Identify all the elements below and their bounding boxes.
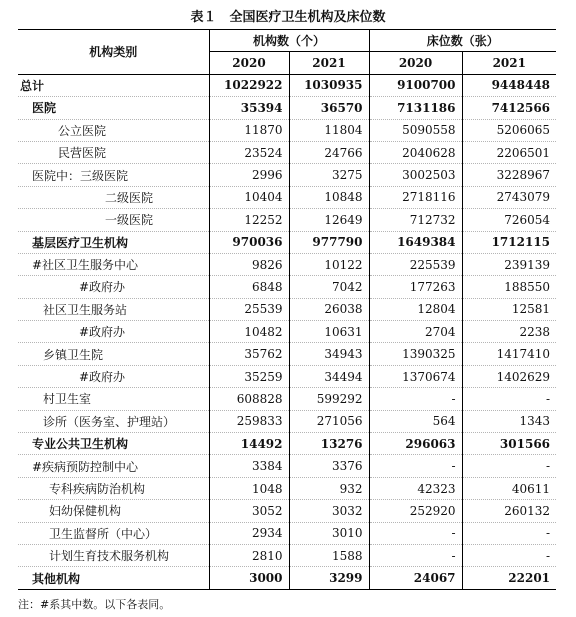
data-table bbox=[18, 29, 556, 590]
table-cell: 12649 bbox=[289, 209, 369, 231]
row-label: 卫生监督所（中心） bbox=[18, 522, 209, 544]
table-cell: 1649384 bbox=[369, 231, 462, 253]
header-year-2021: 2021 bbox=[289, 52, 369, 74]
table-cell: 1370674 bbox=[369, 365, 462, 387]
table-cell: 1402629 bbox=[462, 365, 556, 387]
table-cell: 14492 bbox=[209, 433, 289, 455]
table-cell: 7042 bbox=[289, 276, 369, 298]
table-row bbox=[18, 500, 556, 522]
table-cell: 239139 bbox=[462, 253, 556, 275]
table-row bbox=[18, 253, 556, 275]
row-label: 其他机构 bbox=[18, 567, 209, 589]
table-cell: - bbox=[369, 522, 462, 544]
table-cell: 22201 bbox=[462, 567, 556, 589]
table-row bbox=[18, 455, 556, 477]
table-cell: 7131186 bbox=[369, 97, 462, 119]
table-cell: 271056 bbox=[289, 410, 369, 432]
table-cell: 5090558 bbox=[369, 119, 462, 141]
table-cell: 26038 bbox=[289, 298, 369, 320]
table-cell: 34943 bbox=[289, 343, 369, 365]
table-cell: 188550 bbox=[462, 276, 556, 298]
table-cell: 5206065 bbox=[462, 119, 556, 141]
table-cell: 1030935 bbox=[289, 74, 369, 96]
table-cell: 6848 bbox=[209, 276, 289, 298]
table-cell: 2040628 bbox=[369, 141, 462, 163]
table-cell: 2704 bbox=[369, 321, 462, 343]
table-cell: 35394 bbox=[209, 97, 289, 119]
row-label: 一级医院 bbox=[18, 209, 209, 231]
row-label: #疾病预防控制中心 bbox=[18, 455, 209, 477]
table-cell: 25539 bbox=[209, 298, 289, 320]
table-cell: 12252 bbox=[209, 209, 289, 231]
table-cell: 3275 bbox=[289, 164, 369, 186]
table-cell: 9100700 bbox=[369, 74, 462, 96]
table-cell: 24067 bbox=[369, 567, 462, 589]
table-cell: 2934 bbox=[209, 522, 289, 544]
row-label: 公立医院 bbox=[18, 119, 209, 141]
row-label: #政府办 bbox=[18, 365, 209, 387]
table-cell: 1022922 bbox=[209, 74, 289, 96]
row-label: 诊所（医务室、护理站） bbox=[18, 410, 209, 432]
table-cell: 260132 bbox=[462, 500, 556, 522]
table-cell: 35259 bbox=[209, 365, 289, 387]
table-header bbox=[18, 30, 556, 75]
table-cell: 712732 bbox=[369, 209, 462, 231]
table-row bbox=[18, 141, 556, 163]
row-label: 村卫生室 bbox=[18, 388, 209, 410]
table-cell: 10404 bbox=[209, 186, 289, 208]
table-row bbox=[18, 433, 556, 455]
table-title: 表１ 全国医疗卫生机构及床位数 bbox=[190, 10, 386, 25]
row-label: 妇幼保健机构 bbox=[18, 500, 209, 522]
table-cell: 3002503 bbox=[369, 164, 462, 186]
table-row bbox=[18, 343, 556, 365]
table-cell: 301566 bbox=[462, 433, 556, 455]
table-cell: 34494 bbox=[289, 365, 369, 387]
table-row bbox=[18, 388, 556, 410]
table-cell: 608828 bbox=[209, 388, 289, 410]
table-cell: 12581 bbox=[462, 298, 556, 320]
table-row bbox=[18, 410, 556, 432]
table-row bbox=[18, 567, 556, 589]
table-cell: 9826 bbox=[209, 253, 289, 275]
table-cell: 1712115 bbox=[462, 231, 556, 253]
table-cell: 10631 bbox=[289, 321, 369, 343]
table-cell: - bbox=[462, 544, 556, 566]
table-row bbox=[18, 365, 556, 387]
table-cell: 3000 bbox=[209, 567, 289, 589]
row-label: 计划生育技术服务机构 bbox=[18, 544, 209, 566]
table-row bbox=[18, 298, 556, 320]
table-cell: 24766 bbox=[289, 141, 369, 163]
table-cell: 2238 bbox=[462, 321, 556, 343]
row-label: 二级医院 bbox=[18, 186, 209, 208]
table-cell: - bbox=[369, 544, 462, 566]
table-cell: 35762 bbox=[209, 343, 289, 365]
table-cell: 3384 bbox=[209, 455, 289, 477]
row-label: 医院 bbox=[18, 97, 209, 119]
table-cell: - bbox=[462, 522, 556, 544]
row-label: 社区卫生服务站 bbox=[18, 298, 209, 320]
row-label: #政府办 bbox=[18, 321, 209, 343]
table-cell: 259833 bbox=[209, 410, 289, 432]
table-cell: 12804 bbox=[369, 298, 462, 320]
table-row bbox=[18, 119, 556, 141]
table-cell: 9448448 bbox=[462, 74, 556, 96]
header-year-2020: 2020 bbox=[209, 52, 289, 74]
table-cell: 564 bbox=[369, 410, 462, 432]
table-cell: 3052 bbox=[209, 500, 289, 522]
table-cell: 2996 bbox=[209, 164, 289, 186]
table-cell: 1417410 bbox=[462, 343, 556, 365]
row-label: 医院中：三级医院 bbox=[18, 164, 209, 186]
header-institutions: 机构数（个） bbox=[209, 30, 369, 52]
table-cell: 3010 bbox=[289, 522, 369, 544]
table-cell: 1343 bbox=[462, 410, 556, 432]
table-cell: 10482 bbox=[209, 321, 289, 343]
header-category: 机构类别 bbox=[18, 30, 209, 75]
table-cell: 10848 bbox=[289, 186, 369, 208]
table-body bbox=[18, 74, 556, 589]
table-cell: 1390325 bbox=[369, 343, 462, 365]
row-label: 基层医疗卫生机构 bbox=[18, 231, 209, 253]
table-row bbox=[18, 74, 556, 96]
table-row bbox=[18, 321, 556, 343]
table-cell: 3228967 bbox=[462, 164, 556, 186]
table-cell: 11804 bbox=[289, 119, 369, 141]
row-label: #政府办 bbox=[18, 276, 209, 298]
table-row bbox=[18, 186, 556, 208]
table-cell: - bbox=[369, 388, 462, 410]
table-cell: 970036 bbox=[209, 231, 289, 253]
table-cell: 36570 bbox=[289, 97, 369, 119]
table-cell: 42323 bbox=[369, 477, 462, 499]
row-label: #社区卫生服务中心 bbox=[18, 253, 209, 275]
table-cell: 40611 bbox=[462, 477, 556, 499]
footnote: 注：#系其中数。以下各表同。 bbox=[18, 598, 171, 611]
table-row bbox=[18, 231, 556, 253]
table-cell: 599292 bbox=[289, 388, 369, 410]
row-label: 乡镇卫生院 bbox=[18, 343, 209, 365]
table-cell: 2810 bbox=[209, 544, 289, 566]
table-cell: 177263 bbox=[369, 276, 462, 298]
row-label: 总计 bbox=[18, 74, 209, 96]
table-cell: 932 bbox=[289, 477, 369, 499]
table-cell: 225539 bbox=[369, 253, 462, 275]
header-year-2020: 2020 bbox=[369, 52, 462, 74]
table-cell: 1048 bbox=[209, 477, 289, 499]
table-row bbox=[18, 544, 556, 566]
table-cell: 1588 bbox=[289, 544, 369, 566]
table-cell: 726054 bbox=[462, 209, 556, 231]
header-year-2021: 2021 bbox=[462, 52, 556, 74]
table-row bbox=[18, 276, 556, 298]
table-cell: 977790 bbox=[289, 231, 369, 253]
table-cell: 2206501 bbox=[462, 141, 556, 163]
table-row bbox=[18, 97, 556, 119]
table-row bbox=[18, 522, 556, 544]
table-cell: 10122 bbox=[289, 253, 369, 275]
table-cell: 7412566 bbox=[462, 97, 556, 119]
table-cell: 2743079 bbox=[462, 186, 556, 208]
table-row bbox=[18, 209, 556, 231]
table-row bbox=[18, 477, 556, 499]
table-cell: - bbox=[369, 455, 462, 477]
table-cell: 296063 bbox=[369, 433, 462, 455]
table-cell: - bbox=[462, 388, 556, 410]
table-cell: 3299 bbox=[289, 567, 369, 589]
table-cell: 3376 bbox=[289, 455, 369, 477]
table-cell: 23524 bbox=[209, 141, 289, 163]
table-cell: 3032 bbox=[289, 500, 369, 522]
row-label: 民营医院 bbox=[18, 141, 209, 163]
row-label: 专科疾病防治机构 bbox=[18, 477, 209, 499]
table-cell: 13276 bbox=[289, 433, 369, 455]
table-cell: 2718116 bbox=[369, 186, 462, 208]
table-cell: - bbox=[462, 455, 556, 477]
table-row bbox=[18, 164, 556, 186]
table-cell: 11870 bbox=[209, 119, 289, 141]
header-beds: 床位数（张） bbox=[369, 30, 556, 52]
table-cell: 252920 bbox=[369, 500, 462, 522]
row-label: 专业公共卫生机构 bbox=[18, 433, 209, 455]
